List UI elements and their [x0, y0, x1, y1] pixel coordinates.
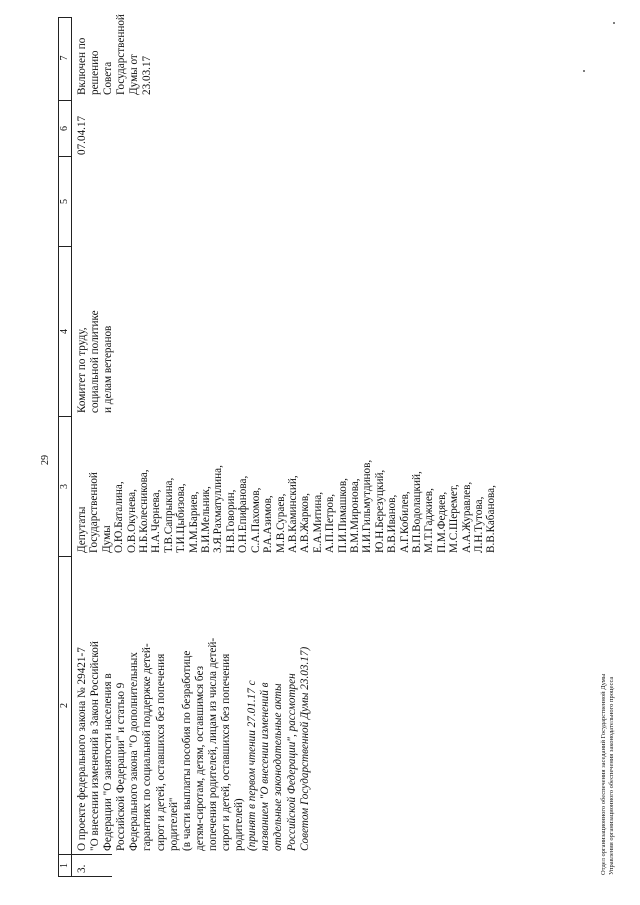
- committee-cell: [76, 249, 115, 413]
- remark-line: Думы от 23.03.17: [128, 54, 154, 95]
- bill-title-line: О проекте федерального закона № 29421-7: [76, 647, 88, 851]
- author-line: Государственной: [88, 472, 101, 553]
- author-line: О.Ю.Баталина,: [113, 481, 126, 553]
- remark-line: Включен по: [76, 37, 88, 95]
- authors-cell: [76, 417, 498, 553]
- author-line: Л.Н.Тутова,: [473, 496, 485, 553]
- header-col-4: 4: [59, 246, 71, 416]
- bill-note-line: (принят в первом чтении 27.01.17 с: [246, 680, 259, 851]
- page-number: 29: [40, 455, 51, 465]
- bill-title-line: родителей": [167, 797, 180, 851]
- bill-title-cell: [76, 559, 312, 851]
- committee-line: и делам ветеранов: [102, 325, 115, 413]
- footer-note: [600, 674, 616, 875]
- bill-note-line: названием "О внесении изменений в: [259, 682, 272, 851]
- bill-title-line: попечения родителей, лицам из числа детей-: [206, 637, 219, 851]
- author-line: М.М.Бариев,: [187, 491, 200, 553]
- author-line: Т.В.Сапрыкина,: [162, 477, 175, 553]
- header-col-6: 6: [59, 100, 71, 156]
- author-line: Т.И.Цыбизова,: [175, 483, 188, 553]
- column-divider: [72, 876, 112, 877]
- date-cell: 07.04.17: [76, 115, 88, 155]
- bill-title-line: Федерального закона "О дополнительных: [128, 652, 141, 851]
- author-line: Депутаты: [76, 506, 88, 553]
- author-line: Думы: [100, 525, 113, 553]
- author-line: Ю.Н.Березуцкий,: [373, 469, 386, 553]
- author-line: И.И.Гильмутдинов,: [361, 459, 374, 553]
- bill-title-line: (в части выплаты пособия по безработице: [180, 650, 193, 851]
- bill-title-line: "О внесении изменений в Закон Российской: [89, 641, 102, 851]
- row-number: 3.: [76, 864, 88, 873]
- author-line: П.М.Федяев,: [435, 491, 448, 553]
- author-line: А.В.Жарков,: [299, 493, 312, 553]
- author-line: В.И.Мельник,: [200, 486, 213, 553]
- bill-title-line: сирот и детей, оставшихся без попечения: [220, 653, 233, 851]
- remark-cell: [76, 14, 155, 95]
- header-col-5: 5: [59, 156, 71, 246]
- author-line: Н.В.Говорин,: [224, 489, 237, 553]
- header-col-2: 2: [59, 556, 71, 854]
- author-line: А.Г.Кобилев,: [398, 491, 411, 553]
- author-line: Н.А.Чернева,: [150, 489, 163, 553]
- author-line: В.П.Водолацкий,: [410, 471, 423, 553]
- header-col-3: 3: [59, 416, 71, 556]
- bill-title-line: Российской Федерации" и статью 9: [115, 682, 128, 851]
- remark-line: Государственной: [115, 14, 128, 95]
- bill-title-line: детям-сиротам, детям, оставшимся без: [193, 666, 206, 851]
- author-line: В.М.Миронова,: [348, 478, 361, 553]
- author-line: З.Я.Рахматуллина,: [212, 465, 225, 553]
- bill-title-line: Федерации "О занятости населения в: [102, 673, 115, 851]
- bill-note-line: Российской Федерации", рассмотрен: [285, 673, 298, 851]
- author-line: В.В.Иванов,: [386, 494, 399, 553]
- footer-line: Управления организационного обеспечения законодательного процесса: [608, 676, 615, 875]
- author-line: А.А.Журавлев,: [460, 481, 473, 553]
- scan-speck: [613, 22, 615, 24]
- footer-line: Отдел организационного обеспечения заседаний Государственной Думы: [600, 673, 607, 875]
- author-line: О.Н.Епифанова,: [237, 475, 250, 553]
- bill-note-line: отдельные законодательные акты: [272, 683, 285, 851]
- author-line: С.А.Пахомов,: [249, 487, 262, 553]
- bill-note-line: Советом Государственной Думы 23.03.17): [298, 646, 311, 851]
- bill-title-line: сирот и детей, оставшихся без попечения: [154, 653, 167, 851]
- author-line: А.П.Петров,: [324, 493, 337, 553]
- header-col-7: 7: [59, 55, 70, 61]
- scan-speck: [583, 70, 585, 72]
- header-col-1: 1: [59, 854, 71, 876]
- remark-line: решению Совета: [89, 50, 115, 95]
- table-header-row: [58, 17, 72, 877]
- author-line: А.В.Каминский,: [286, 475, 299, 553]
- bill-title-line: родителей): [233, 798, 246, 851]
- bill-title-line: гарантиях по социальной поддержке детей-: [141, 643, 154, 851]
- committee-line: Комитет по труду,: [76, 327, 88, 413]
- author-line: О.В.Окунева,: [125, 489, 138, 553]
- author-line: М.Т.Гаджиев,: [423, 488, 436, 553]
- author-line: Н.Б.Колесникова,: [138, 469, 151, 553]
- author-line: М.В.Сураев,: [274, 493, 287, 553]
- author-line: Е.А.Митина,: [311, 491, 324, 553]
- agenda-table: [58, 14, 640, 877]
- author-line: П.И.Пимашков,: [336, 478, 349, 553]
- committee-line: социальной политике: [89, 310, 102, 413]
- author-line: М.С.Шеремет,: [448, 484, 461, 553]
- author-line: Р.А.Азимов,: [262, 495, 275, 553]
- author-line: В.В.Кабанова,: [485, 485, 498, 553]
